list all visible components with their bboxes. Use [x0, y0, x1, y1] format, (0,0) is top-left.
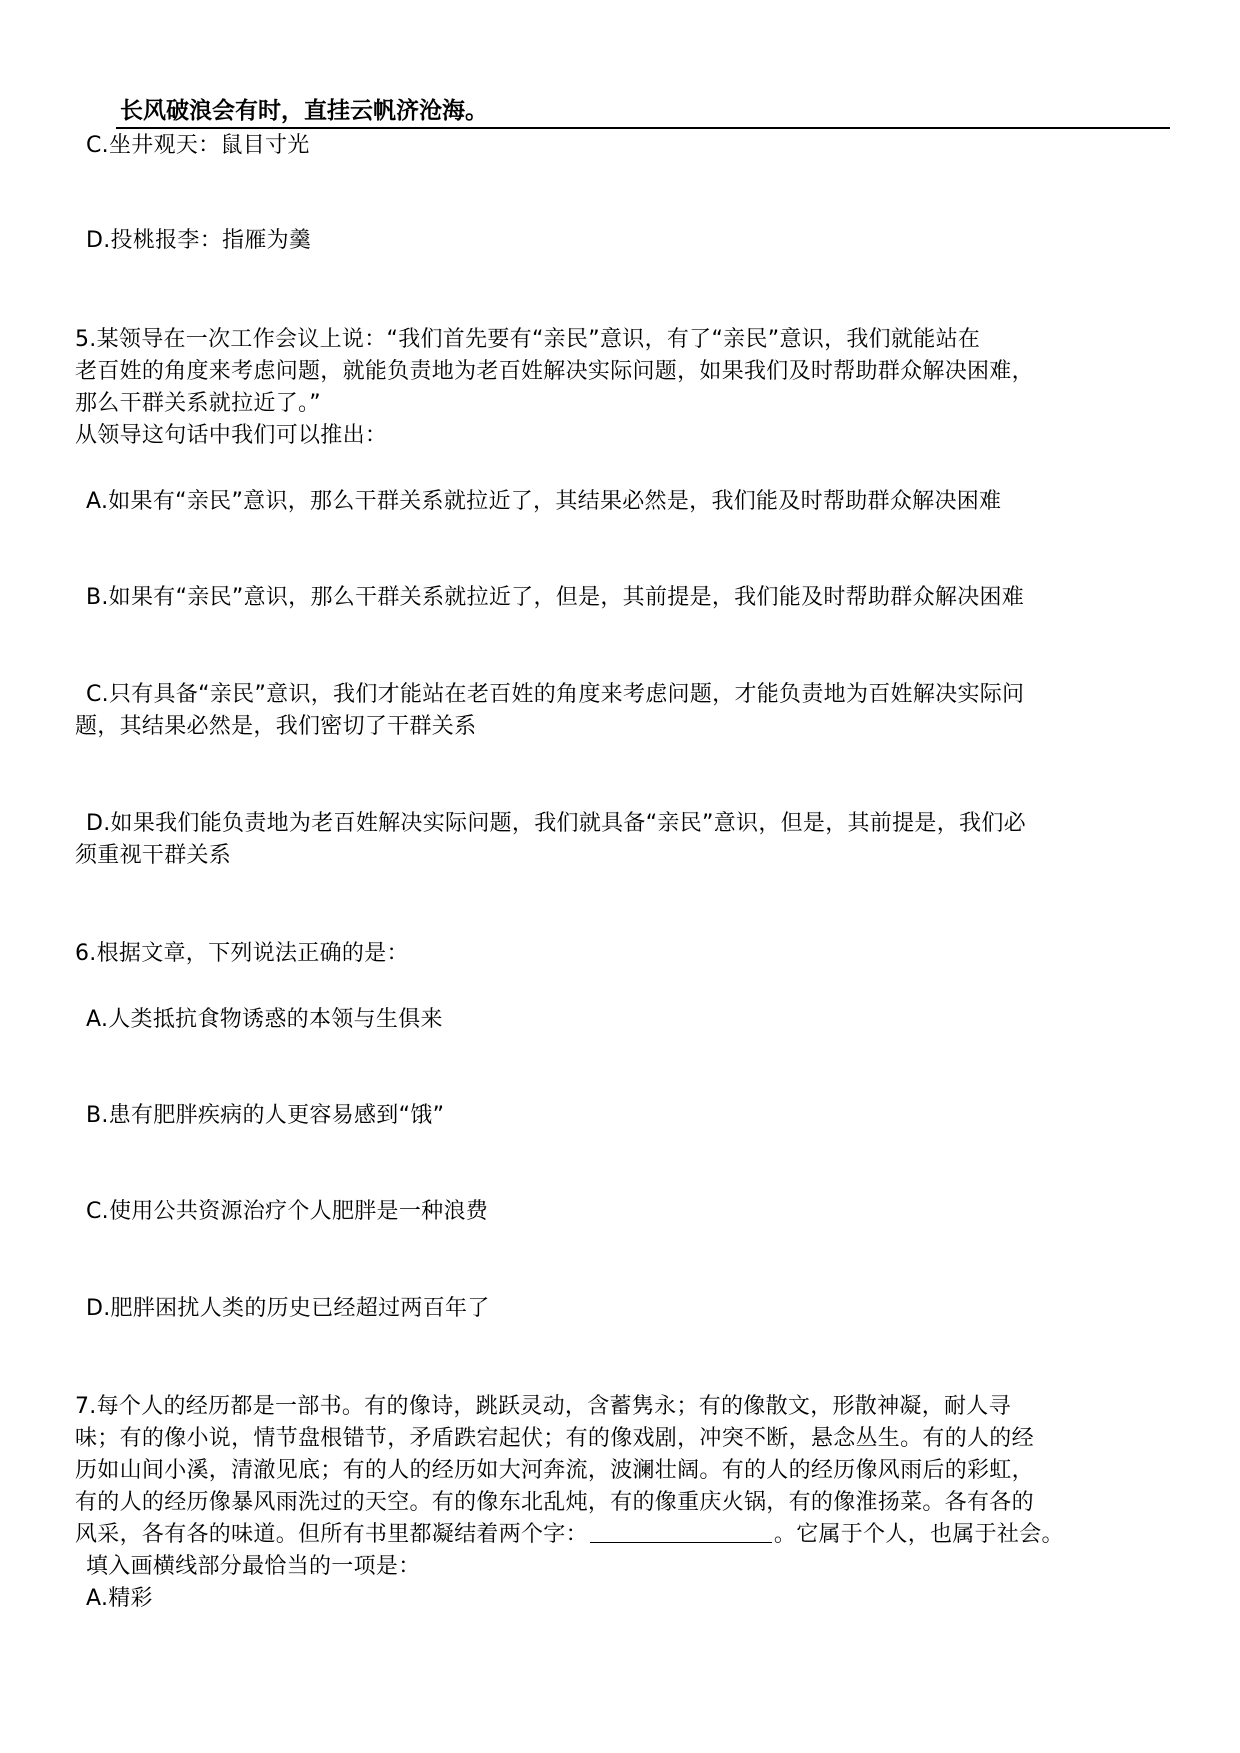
- q6-option-a: A.人类抵抗食物诱惑的本领与生俱来: [86, 1007, 443, 1032]
- q5-option-b: B.如果有“亲民”意识，那么干群关系就拉近了，但是，其前提是，我们能及时帮助群众解决困难: [86, 585, 1025, 610]
- q7-stem-line5-after: 。它属于个人，也属于社会。: [773, 1522, 1064, 1547]
- q6-option-c: C.使用公共资源治疗个人肥胖是一种浪费: [86, 1199, 489, 1224]
- q7-stem-line4: 有的人的经历像暴风雨洗过的天空。有的像东北乱炖，有的像重庆火锅，有的像淮扬菜。各有各的: [75, 1490, 1034, 1515]
- q7-option-a: A.精彩: [86, 1586, 153, 1611]
- q7-stem-line5-before: 风采，各有各的味道。但所有书里都凝结着两个字：: [75, 1522, 588, 1547]
- q5-stem-line2: 老百姓的角度来考虑问题，就能负责地为老百姓解决实际问题，如果我们及时帮助群众解决困难，: [75, 359, 1034, 384]
- q5-option-c-line1: C.只有具备“亲民”意识，我们才能站在老百姓的角度来考虑问题，才能负责地为百姓解决实际问: [86, 682, 1025, 707]
- q7-stem-line5: [75, 1520, 1064, 1550]
- q5-option-d-line1: D.如果我们能负责地为老百姓解决实际问题，我们就具备“亲民”意识，但是，其前提是，我们必: [86, 811, 1026, 836]
- q7-stem-line2: 味；有的像小说，情节盘根错节，矛盾跌宕起伏；有的像戏剧，冲突不断，悬念丛生。有的人的经: [75, 1426, 1034, 1451]
- header-rule: [116, 127, 1170, 129]
- q6-option-d: D.肥胖困扰人类的历史已经超过两百年了: [86, 1296, 490, 1321]
- q6-option-b: B.患有肥胖疾病的人更容易感到“饿”: [86, 1103, 445, 1128]
- q6-stem: 6.根据文章，下列说法正确的是：: [75, 941, 409, 966]
- q5-option-c-line2: 题，其结果必然是，我们密切了干群关系: [75, 714, 477, 739]
- answer-blank: [590, 1520, 772, 1543]
- q5-option-d-line2: 须重视干群关系: [75, 843, 232, 868]
- q4-option-c: C.坐井观天：鼠目寸光: [86, 133, 310, 158]
- q7-stem-line3: 历如山间小溪，清澈见底；有的人的经历如大河奔流，波澜壮阔。有的人的经历像风雨后的彩虹，: [75, 1458, 1034, 1483]
- q5-option-a: A.如果有“亲民”意识，那么干群关系就拉近了，其结果必然是，我们能及时帮助群众解决困难: [86, 489, 1002, 514]
- q7-instruction: 填入画横线部分最恰当的一项是：: [86, 1554, 421, 1579]
- quote-tail-line: 长风破浪会有时，直挂云帆济沧海。: [120, 97, 488, 124]
- q5-stem-line1: 5.某领导在一次工作会议上说：“我们首先要有“亲民”意识，有了“亲民”意识，我们就能站在: [75, 327, 981, 352]
- q5-stem-line3: 那么干群关系就拉近了。”: [75, 391, 321, 416]
- q7-stem-line1: 7.每个人的经历都是一部书。有的像诗，跳跃灵动，含蓄隽永；有的像散文，形散神凝，耐人寻: [75, 1394, 1011, 1419]
- q5-stem-line4: 从领导这句话中我们可以推出：: [75, 423, 388, 448]
- q4-option-d: D.投桃报李：指雁为羹: [86, 228, 312, 253]
